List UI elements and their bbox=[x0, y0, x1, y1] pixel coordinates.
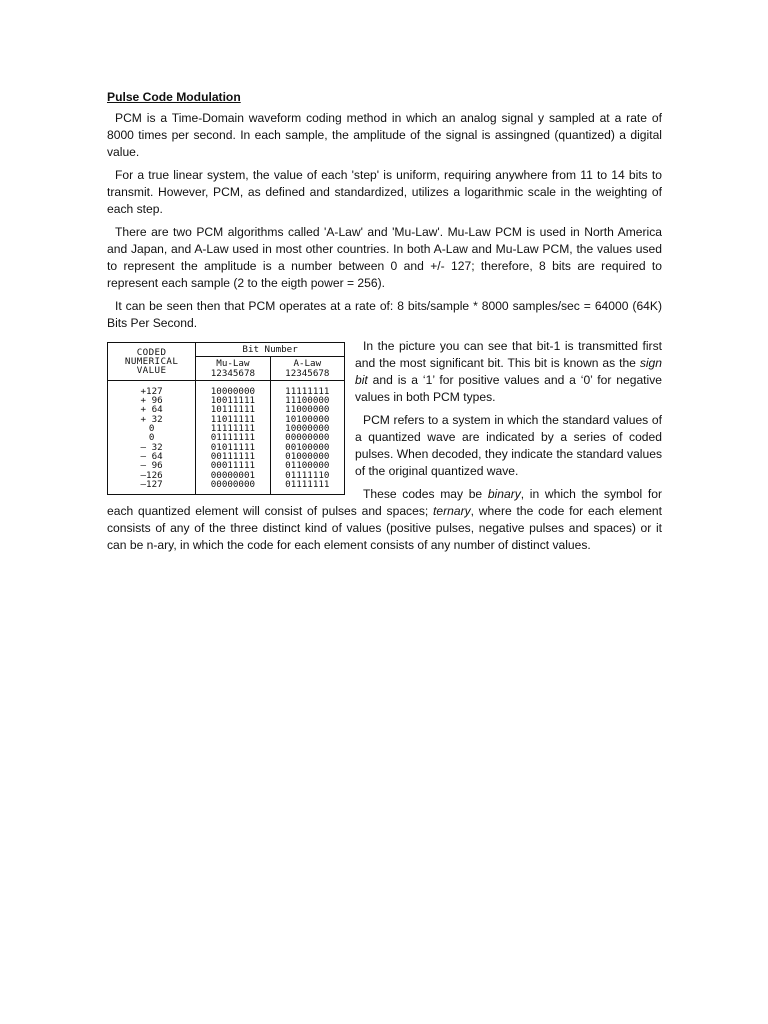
paragraph-algorithms: There are two PCM algorithms called 'A-Law' and 'Mu-Law'. Mu-Law PCM is used in North America and Japan, and A-Law used in most other countries. In both A-Law and Mu-Law PCM, the values used to represent the amplitude is a number between 0 and +/- 127; therefore, 8 bits are required to represent each sample (2 to the eigth power = 256). bbox=[107, 225, 662, 290]
coded-values-column bbox=[108, 380, 196, 494]
bit-number-header: Bit Number bbox=[196, 343, 345, 357]
document-title: Pulse Code Modulation bbox=[107, 90, 241, 104]
coded-value: – 64 bbox=[140, 450, 163, 462]
a-law-code: 10100000 bbox=[285, 413, 330, 425]
coded-value: – 96 bbox=[140, 460, 163, 472]
table-header-row bbox=[108, 343, 345, 357]
mu-law-code: 10011111 bbox=[210, 395, 256, 407]
a-law-code: 00000000 bbox=[285, 432, 330, 444]
coded-value: –126 bbox=[140, 469, 163, 481]
coded-value: + 64 bbox=[140, 404, 163, 416]
a-law-code: 01000000 bbox=[285, 450, 330, 462]
paragraph-pcm-definition: PCM refers to a system in which the standard values of a quantized wave are indicated by a series of coded pulses. When decoded, they indicate the standard values of the original quantized wave. bbox=[355, 413, 662, 478]
pcm-code-table bbox=[107, 342, 345, 495]
a-law-code: 11100000 bbox=[285, 395, 330, 407]
coded-value: –127 bbox=[140, 478, 163, 490]
coded-value: + 32 bbox=[140, 413, 163, 425]
mu-law-code: 00000000 bbox=[210, 478, 256, 490]
coded-value: 0 bbox=[148, 432, 155, 444]
mu-law-codes-column bbox=[196, 380, 270, 494]
document-page bbox=[107, 89, 662, 554]
paragraph-bit-rate: It can be seen then that PCM operates at a rate of: 8 bits/sample * 8000 samples/sec = 64000 (64K) Bits Per Second. bbox=[107, 299, 662, 330]
paragraph-intro: PCM is a Time-Domain waveform coding method in which an analog signal y sampled at a rate of 8000 times per second. In each sample, the amplitude of the signal is assingned (quantized) a digital value. bbox=[107, 111, 662, 159]
mu-law-code: 11111111 bbox=[210, 423, 256, 435]
mu-law-header: Mu-Law 12345678 bbox=[196, 357, 270, 381]
coded-value-header: CODED NUMERICAL VALUE bbox=[108, 343, 196, 381]
paragraph-code-types: These codes may be binary, in which the symbol for each quantized element will consist of pulses and spaces; ternary, where the code for each element consists of any of the three distinct kind of values (positive pulses, negative pulses and spaces) or it can be n-ary, in which the code for each element consists of any number of distinct values. bbox=[107, 487, 663, 552]
a-law-code: 11111111 bbox=[285, 385, 330, 397]
coded-value: + 96 bbox=[140, 395, 163, 407]
mu-law-code: 00111111 bbox=[210, 450, 256, 462]
coded-value: +127 bbox=[140, 385, 163, 397]
mu-law-code: 10000000 bbox=[210, 385, 256, 397]
coded-value: – 32 bbox=[140, 441, 163, 453]
a-law-code: 10000000 bbox=[285, 423, 330, 435]
a-law-code: 01111111 bbox=[285, 478, 330, 490]
table-data-row bbox=[108, 380, 345, 494]
a-law-header: A-Law 12345678 bbox=[270, 357, 344, 381]
a-law-code: 01111110 bbox=[285, 469, 330, 481]
a-law-code: 11000000 bbox=[285, 404, 330, 416]
coded-value: 0 bbox=[148, 423, 155, 435]
mu-law-code: 01111111 bbox=[210, 432, 256, 444]
a-law-code: 01100000 bbox=[285, 460, 330, 472]
paragraph-sign-bit: In the picture you can see that bit-1 is transmitted first and the most significant bit. This bit is known as the sign bit and is a ‘1’ for positive values and a ‘0’ for negative values in both PCM types. bbox=[355, 339, 662, 404]
paragraph-linear-system: For a true linear system, the value of each 'step' is uniform, requiring anywhere from 11 to 14 bits to transmit. However, PCM, as defined and standardized, utilizes a logarithmic scale in the weighting of each step. bbox=[107, 168, 662, 216]
mu-law-code: 01011111 bbox=[210, 441, 256, 453]
a-law-code: 00100000 bbox=[285, 441, 330, 453]
mu-law-code: 11011111 bbox=[210, 413, 256, 425]
a-law-codes-column bbox=[270, 380, 344, 494]
mu-law-code: 00000001 bbox=[210, 469, 256, 481]
mu-law-code: 10111111 bbox=[210, 404, 256, 416]
mu-law-code: 00011111 bbox=[210, 460, 256, 472]
